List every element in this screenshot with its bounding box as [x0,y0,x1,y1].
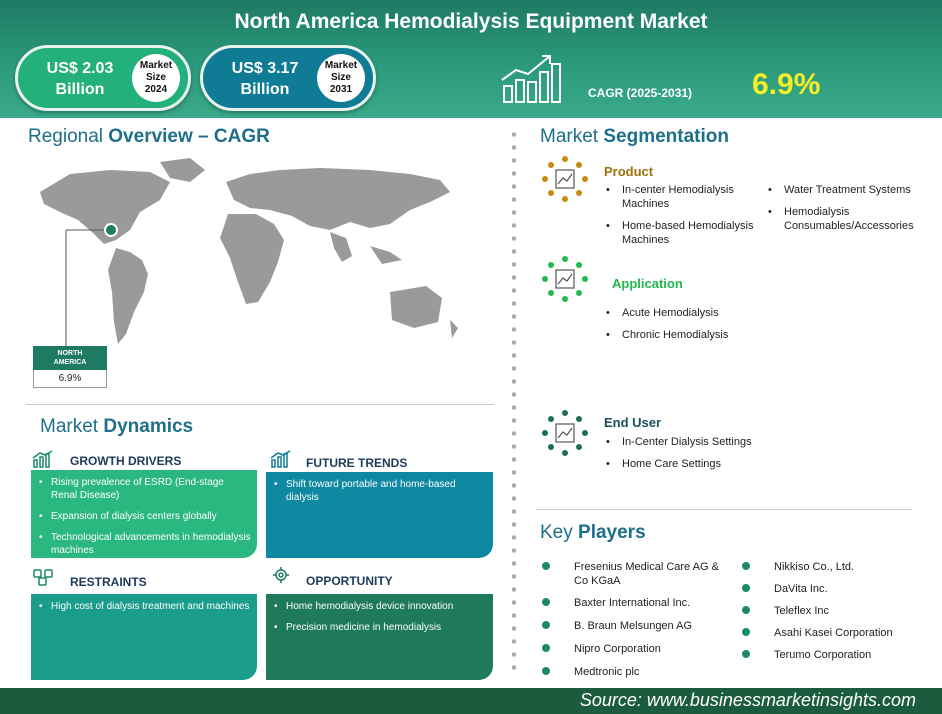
list-item: • Technological advancements in hemodialysis machines [39,531,251,557]
market-segmentation-title: Market Segmentation [540,126,729,147]
list-item: • Shift toward portable and home-based dialysis [274,478,487,504]
list-item: • Chronic Hemodialysis [604,328,804,342]
application-heading: Application [612,276,683,291]
market-size-2024-badge: Market Size 2024 [132,54,180,102]
application-list [604,306,804,350]
vertical-divider [511,128,517,678]
key-players-title: Key Players [540,522,646,543]
product-list-col2 [766,183,936,241]
cagr-label: CAGR (2025-2031) [588,86,693,100]
list-item: • In-Center Dialysis Settings [604,435,804,449]
opportunity-heading: OPPORTUNITY [306,574,393,588]
list-item: • Precision medicine in hemodialysis [274,621,487,634]
list-item: Teleflex Inc [740,604,930,618]
market-size-2031-pill [200,45,376,111]
opportunity-icon [270,566,292,584]
section-divider [536,509,912,510]
list-item: B. Braun Melsungen AG [540,619,730,633]
market-size-2024-value: US$ 2.03 Billion [46,60,114,98]
key-players-col1 [540,560,730,679]
list-item: • In-center Hemodialysis Machines [604,183,764,211]
footer-bar [0,688,942,714]
list-item: Terumo Corporation [740,648,930,662]
list-item: Baxter International Inc. [540,596,730,610]
list-item: • Hemodialysis Consumables/Accessories [766,205,936,233]
end-user-list [604,435,804,479]
list-item: • Home Care Settings [604,457,804,471]
key-players-col2 [740,560,930,662]
region-cagr: 6.9% [33,370,107,388]
end-user-icon [542,410,588,456]
restraints-icon [32,568,54,586]
header-banner [0,0,942,118]
north-america-tag [33,346,107,388]
list-item: Nipro Corporation [540,642,730,656]
growth-chart-icon [500,52,564,104]
opportunity-box [266,594,493,680]
restraints-heading: RESTRAINTS [70,575,147,589]
growth-drivers-heading: GROWTH DRIVERS [70,454,182,468]
restraints-box [31,594,257,680]
list-item: DaVita Inc. [740,582,930,596]
future-trends-box [266,472,493,558]
future-trends-heading: FUTURE TRENDS [306,456,408,470]
list-item: • Rising prevalence of ESRD (End-stage Renal Disease) [39,476,251,502]
application-icon [542,256,588,302]
list-item: • Expansion of dialysis centers globally [39,510,251,523]
list-item: Fresenius Medical Care AG & Co KGaA [540,560,730,588]
list-item: • Acute Hemodialysis [604,306,804,320]
regional-overview-title: Regional Overview – CAGR [28,126,270,147]
list-item: • Water Treatment Systems [766,183,936,197]
product-heading: Product [604,164,654,179]
list-item: Nikkiso Co., Ltd. [740,560,930,574]
product-list-col1 [604,183,764,255]
market-dynamics-title: Market Dynamics [40,416,194,437]
page-title: North America Hemodialysis Equipment Market [234,10,708,33]
list-item: Medtronic plc [540,665,730,679]
cagr-value: 6.9% [752,68,821,101]
list-item: • High cost of dialysis treatment and machines [39,600,251,613]
future-trends-icon [270,450,292,468]
list-item: Asahi Kasei Corporation [740,626,930,640]
growth-drivers-icon [32,450,54,468]
product-icon [542,156,588,202]
list-item: • Home hemodialysis device innovation [274,600,487,613]
source-text: Source: www.businessmarketinsights.com [579,690,916,710]
section-divider [26,404,494,405]
world-map [30,152,482,372]
list-item: • Home-based Hemodialysis Machines [604,219,764,247]
market-size-2031-badge: Market Size 2031 [317,54,365,102]
market-size-2024-pill [15,45,191,111]
end-user-heading: End User [604,415,662,430]
market-size-2031-value: US$ 3.17 Billion [231,60,299,98]
growth-drivers-box [31,470,257,558]
region-name: NORTH AMERICA [33,346,107,370]
